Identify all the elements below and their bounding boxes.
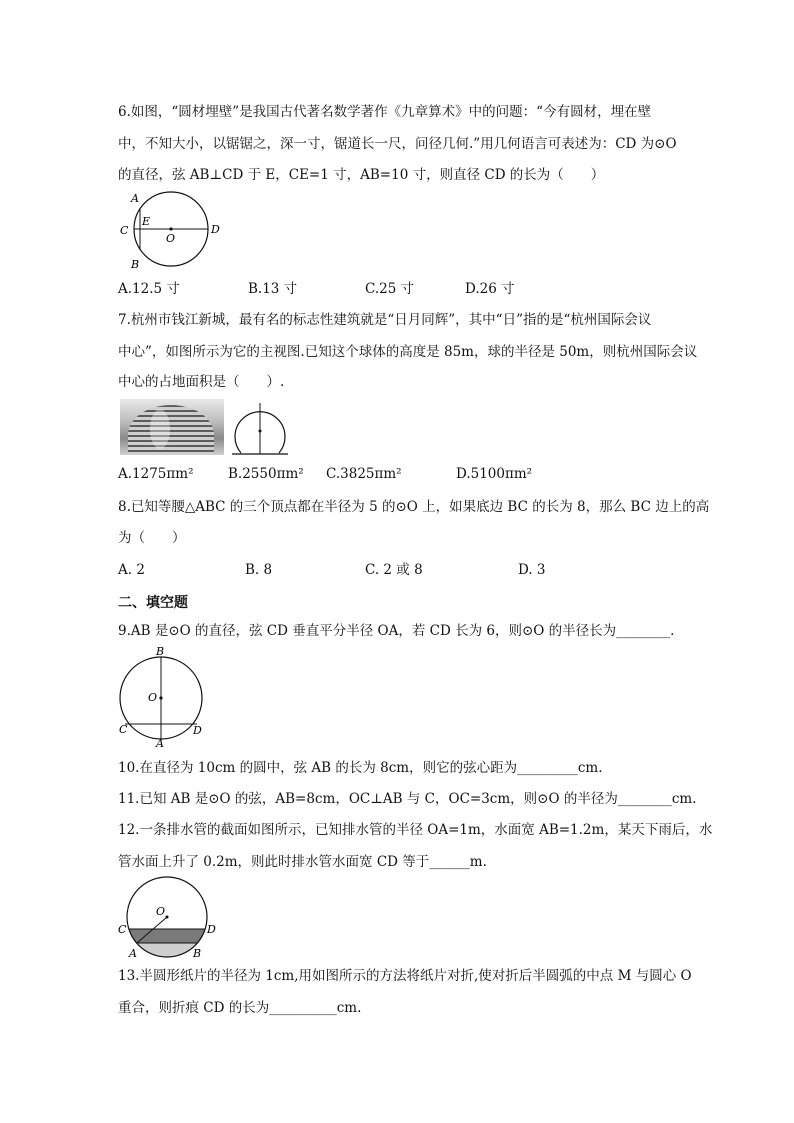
q6-center-dot [169,227,172,230]
q8-option-d: D. 3 [518,562,546,578]
q6-option-b: B.13 寸 [248,281,298,297]
q7-option-b: B.2550πm² [228,466,304,482]
q7-option-c: C.3825πm² [326,466,402,482]
q9-label-d: D [193,724,202,737]
q8-option-a: A. 2 [118,562,145,578]
q9-label-a: A [156,737,164,748]
q9-center-dot [159,696,162,699]
section-title-fill-in: 二、填空题 [118,595,188,611]
q12-label-d: D [207,923,216,936]
q6-label-o: O [166,232,176,245]
q6-figure [112,190,232,272]
q12-label-c: C [118,923,127,936]
q7-building-photo [120,399,224,455]
q7-front-view-figure [232,401,290,457]
q7-line-1: 7.杭州市钱江新城，最有名的标志性建筑就是“日月同辉”，其中“日”指的是“杭州国际会议 [118,312,652,328]
q7-option-a: A.1275πm² [118,466,194,482]
q6-option-d: D.26 寸 [465,281,515,297]
q6-label-b: B [131,258,140,271]
q6-label-c: C [120,224,129,237]
q9-label-o: O [148,691,158,704]
q12-figure [115,875,220,959]
q12-label-b: B [193,947,202,959]
q7-option-d: D.5100πm² [456,466,533,482]
q12-label-o: O [156,905,166,918]
q6-line-1: 6.如图，“圆材埋壁”是我国古代著名数学著作《九章算术》中的问题：“今有圆材，埋在壁 [118,104,652,120]
q9-label-b: B [156,645,165,658]
q9-text: 9.AB 是⊙O 的直径，弦 CD 垂直平分半径 OA，若 CD 长为 6，则⊙O 的半径长为________. [118,623,675,639]
q9-figure [113,644,213,748]
q12-center-dot [166,916,169,919]
q7-line-3: 中心的占地面积是（ ）. [118,374,285,390]
q8-line-2: 为（ ） [118,530,186,546]
q6-option-a: A.12.5 寸 [118,281,180,297]
q7-center-dot [259,430,262,433]
q11-text: 11.已知 AB 是⊙O 的弦，AB=8cm，OC⊥AB 与 C，OC=3cm，则⊙O 的半径为________cm. [118,791,697,807]
q13-line-1: 13.半圆形纸片的半径为 1cm,用如图所示的方法将纸片对折,使对折后半圆弧的中点 M 与圆心 O [118,968,692,984]
q6-label-e: E [142,215,151,228]
q8-option-c: C. 2 或 8 [365,562,423,578]
q6-line-2: 中，不知大小，以锯锯之，深一寸，锯道长一尺，问径几何.”用几何语言可表述为：CD 为⊙O [118,136,677,152]
q6-line-3: 的直径，弦 AB⊥CD 于 E，CE=1 寸，AB=10 寸，则直径 CD 的长为（ ） [118,167,605,183]
q10-text: 10.在直径为 10cm 的圆中，弦 AB 的长为 8cm，则它的弦心距为_________cm. [118,760,603,776]
q8-line-1: 8.已知等腰△ABC 的三个顶点都在半径为 5 的⊙O 上，如果底边 BC 的长为 8，那么 BC 边上的高 [118,499,710,515]
q13-line-2: 重合，则折痕 CD 的长为__________cm. [118,1000,362,1016]
q12-label-a: A [129,947,137,959]
q7-line-2: 中心”，如图所示为它的主视图.已知这个球体的高度是 85m，球的半径是 50m，则杭州国际会议 [118,344,698,360]
q6-label-d: D [211,223,220,236]
q9-label-c: C [119,723,128,736]
q8-option-b: B. 8 [245,562,273,578]
q6-option-c: C.25 寸 [365,281,415,297]
q6-label-a: A [131,192,139,205]
q12-line-1: 12.一条排水管的截面如图所示，已知排水管的半径 OA=1m，水面宽 AB=1.2m，某天下雨后，水 [118,822,713,838]
q12-line-2: 管水面上升了 0.2m，则此时排水管水面宽 CD 等于______m. [118,854,487,870]
